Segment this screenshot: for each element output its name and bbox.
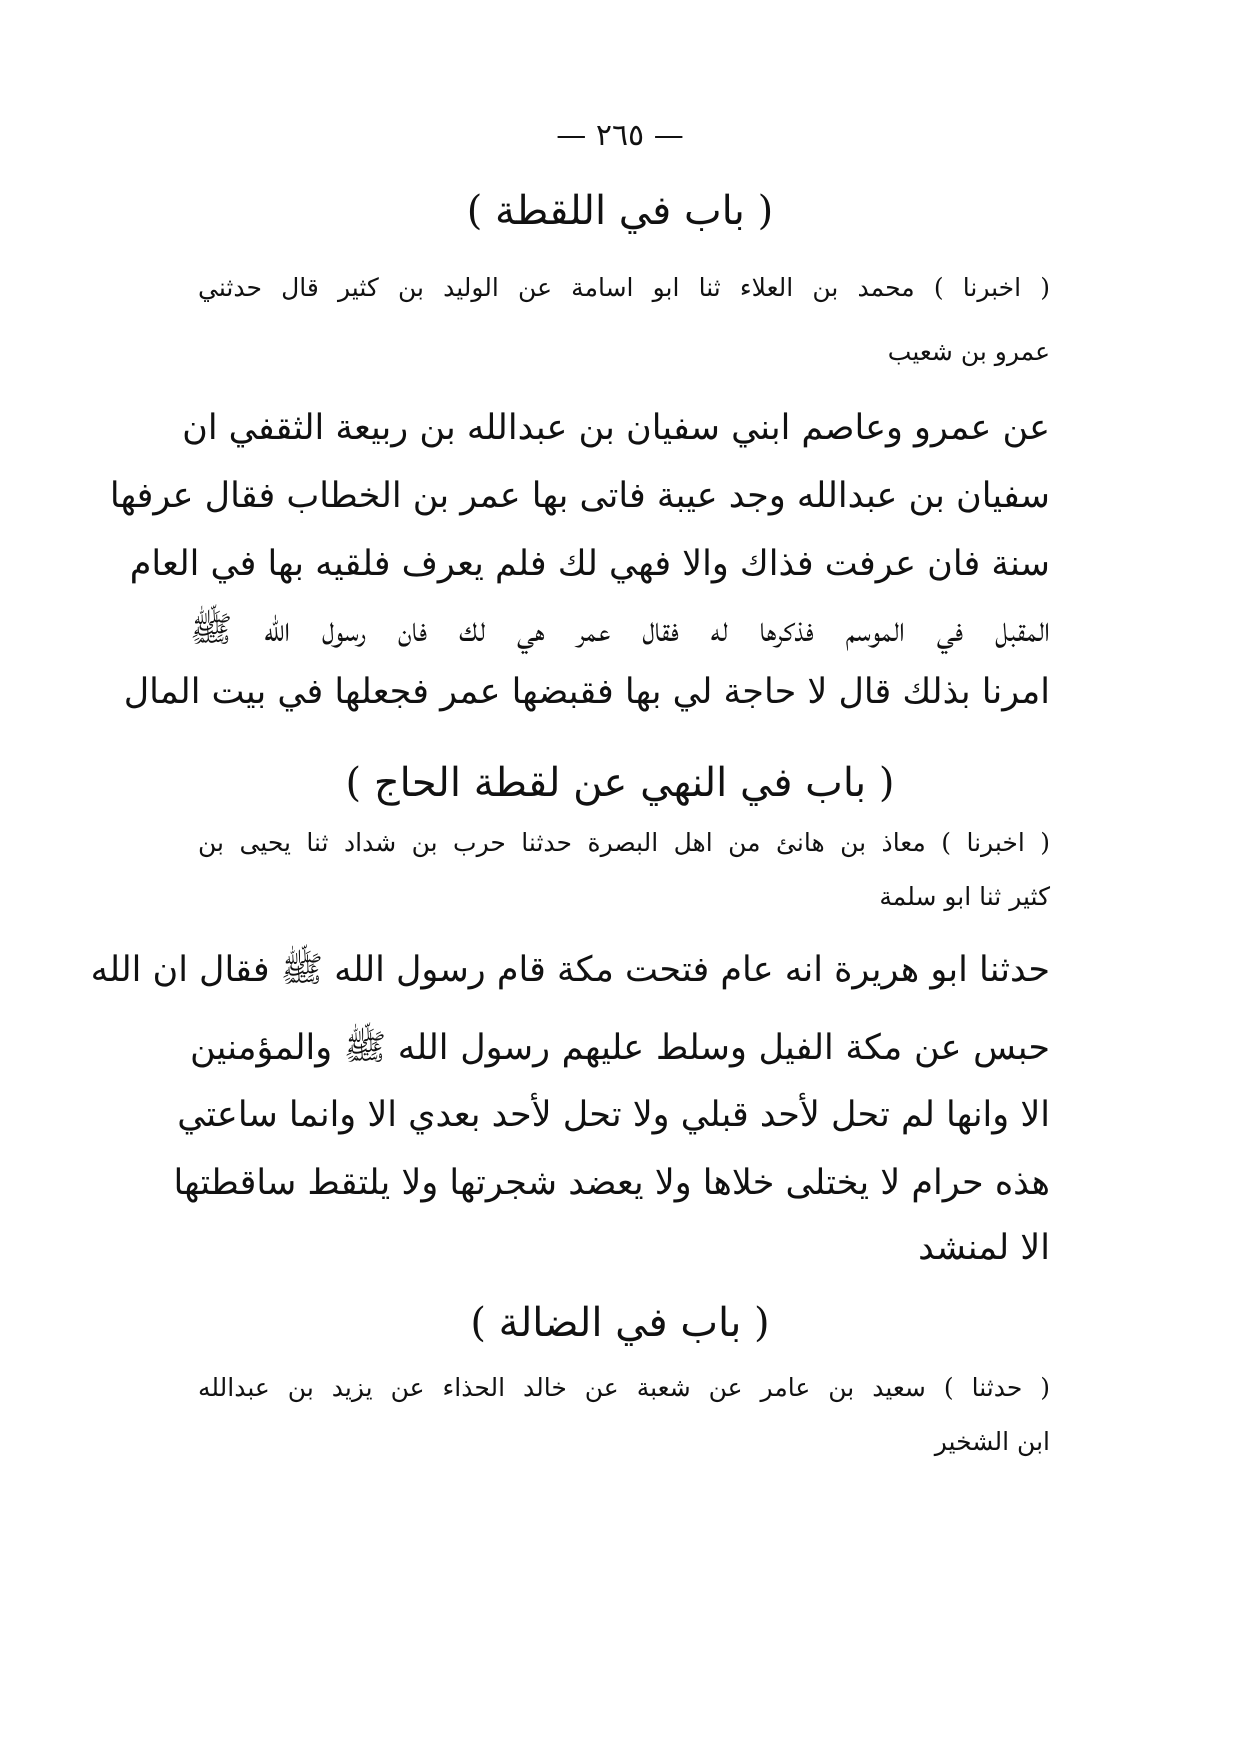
matn-line: الا وانها لم تحل لأحد قبلي ولا تحل لأحد بعدي الا وانما ساعتي	[177, 1095, 1050, 1135]
page-number: — ٢٦٥ —	[556, 118, 684, 153]
section-heading-luqata: ( باب في اللقطة )	[466, 188, 774, 234]
isnad-line: ( اخبرنا ) محمد بن العلاء ثنا ابو اسامة عن الوليد بن كثير قال حدثني	[198, 273, 1050, 302]
matn-line: سنة فان عرفت فذاك والا فهي لك فلم يعرف فلقيه بها في العام	[129, 544, 1050, 584]
matn-line: الا لمنشد	[918, 1228, 1050, 1268]
matn-line: امرنا بذلك قال لا حاجة لي بها فقبضها عمر فجعلها في بيت المال	[123, 672, 1050, 712]
matn-line: حدثنا ابو هريرة انه عام فتحت مكة قام رسول الله ﷺ فقال ان الله	[90, 950, 1050, 990]
isnad-line: ( حدثنا ) سعيد بن عامر عن شعبة عن خالد الحذاء عن يزيد بن عبدالله	[198, 1373, 1050, 1402]
matn-line: سفيان بن عبدالله وجد عيبة فاتى بها عمر بن الخطاب فقال عرفها	[109, 476, 1050, 516]
isnad-line: كثير ثنا ابو سلمة	[879, 882, 1050, 911]
isnad-line: ابن الشخير	[934, 1427, 1050, 1456]
isnad-line: ( اخبرنا ) معاذ بن هانئ من اهل البصرة حدثنا حرب بن شداد ثنا يحيى بن	[198, 828, 1050, 857]
section-heading-luqata-al-hajj: ( باب في النهي عن لقطة الحاج )	[345, 760, 895, 806]
matn-line: المقبل في الموسم فذكرها له فقال عمر هي لك فان رسول الله ﷺ	[190, 610, 1050, 650]
matn-line: حبس عن مكة الفيل وسلط عليهم رسول الله ﷺ والمؤمنين	[190, 1028, 1050, 1068]
isnad-line: عمرو بن شعيب	[887, 337, 1050, 366]
matn-line: هذه حرام لا يختلى خلاها ولا يعضد شجرتها ولا يلتقط ساقطتها	[173, 1163, 1050, 1203]
section-heading-dalla: ( باب في الضالة )	[470, 1300, 770, 1346]
matn-line: عن عمرو وعاصم ابني سفيان بن عبدالله بن ربيعة الثقفي ان	[182, 408, 1050, 448]
